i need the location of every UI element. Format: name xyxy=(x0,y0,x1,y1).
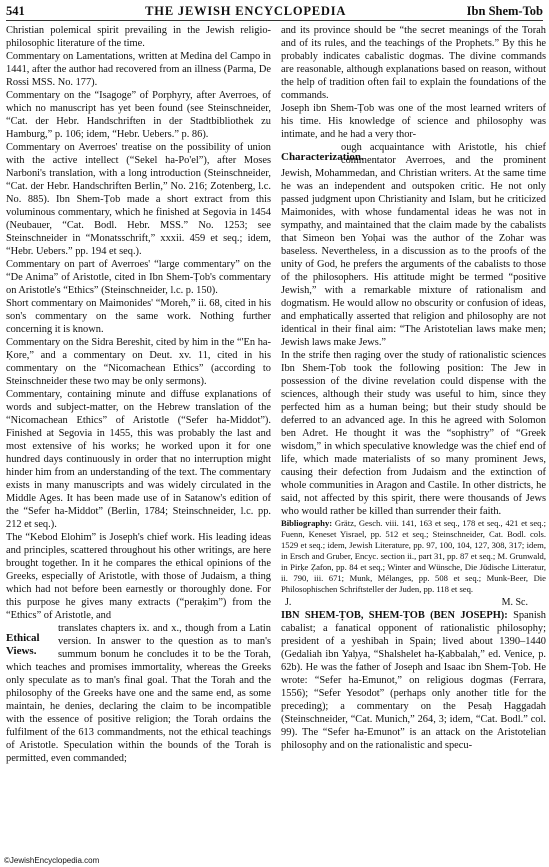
signature xyxy=(281,596,546,609)
entry-text: Spanish cabalist; a fanatical opponent of rationalistic philosophy; president of a yeshibah in Spain; lived about 1390–1440 (Gedaliah ibn Yaḥya, “Shalshelet ha-Ḳabbalah,” ed. Venice, p. 62b). He was the father of Joseph and Isaac ibn Shem-Ṭob. He wrote: “Sefer ha-Emunot,” on religious dogmas (Ferrara, 1556); “Sefer Yesodot” (perhaps only another title for the preceding); a commentary on the Pesaḥ Haggadah (Steinschneider, “Cat. Munich,” 264, 3; idem, “Cat. Bodl.” col. 99). The “Sefer ha-Emunot” is an attack on the Aristotelian philosophy and on the rationalistic and specu- xyxy=(281,610,546,751)
paragraph: Christian polemical spirit prevailing in the Jewish religio-philosophic literature of the time. xyxy=(6,25,271,49)
paragraph: In the strife then raging over the study of rationalistic sciences Ibn Shem-Ṭob took the following position: The Jew in possession of the divine revelation could dispense with the sciences, although their study was useful to him, since they perfected him as a human being; but their study should be deferred to an advanced age. In this he agreed with Solomon ben Adret. He thought it was the “sophistry” of “Greek wisdom,” in which speculative knowledge was the chief end of life, which made materialists of so many prominent Jews, causing their defection from Judaism and the extinction of whole communities in Aragon and Castile. In other districts, he said, not affected by this spirit, there were thousands of Jews who would rather be killed than surrender their faith. xyxy=(281,350,546,517)
paragraph: Commentary on the “Isagoge” of Porphyry, after Averroes, of which no manuscript has yet been found (see Steinschneider, “Cat. der Hebr. Handschriften in der Stadtbibliothek zu Hamburg,” p. 106; idem, “Hebr. Uebers.” p. 86). xyxy=(6,90,271,140)
paragraph: Commentary, containing minute and diffuse explanations of words and subject-matter, on the Hebrew translation of the “Nicomachean Ethics” of Aristotle (“Sefer ha-Middot”). Finished at Segovia in 1455, this was probably the last and most extensive of his works; he worked upon it for one hundred days continuously in order that no interruption might hinder him from an understanding of the text. The commentary exists in many manuscripts and was widely circulated in the Middle Ages. It has been made use of in Satanow's edition of the “Sefer ha-Middot” (Berlin, 1784; Steinschneider, l.c. pp. 212 et seq.). xyxy=(6,389,271,530)
signature-right: M. Sc. xyxy=(501,597,528,608)
bibliography xyxy=(281,518,546,595)
paragraph: translates chapters ix. and x., though from a Latin version. In answer to the question as to man's summum bonum he concludes it to be the Torah, which teaches and promises immortality, whereas the Greeks only speculate as to man's final goal. That the Torah and the philosophy of the Greeks have one and the same end, as some maintain, he denies, declaring the claim to be incompatible with the essence of positive religion; the Torah ordains the fulfilment of the 613 commandments, not the ethical teachings of Aristotle. Speculation within the bounds of the Torah is permitted, even commanded; xyxy=(6,623,271,764)
paragraph: The “Kebod Elohim” is Joseph's chief work. His leading ideas and principles, scattered throughout his other writings, are here brought together. In it he compares the ethical opinions of the Greeks, especially of Aristotle, with those of Judaism, a thing which had not before been earnestly or thoroughly done. For this purpose he gives many extracts (“peraḳim”) from the “Ethics” of Aristotle, and xyxy=(6,532,271,621)
entry-title: IBN SHEM-ṬOB, SHEM-ṬOB (BEN JOSEPH): xyxy=(281,610,508,621)
paragraph: Commentary on part of Averroes' “large commentary” on the “De Anima” of Aristotle, cited in Ibn Shem-Ṭob's commentary on Aristotle's “Ethics” (Steinschneider, l.c. p. 150). xyxy=(6,259,271,296)
page-header xyxy=(6,2,543,20)
sidebar-heading-characterization: Characterization. xyxy=(281,151,364,163)
paragraph: and its province should be “the secret meanings of the Torah and of its rules, and the teachings of the Prophets.” By this he probably indicates cabalistic dogmas. The divine commands are reasonable, although explanations based on reason, without the help of tradition often fail to explain the foundations of the commands. xyxy=(281,25,546,101)
page-number: 541 xyxy=(6,3,25,18)
paragraph: Commentary on Lamentations, written at Medina del Campo in 1441, after the author had recovered from an illness (Parma, De Rossi MSS. No. 177). xyxy=(6,51,271,88)
left-column xyxy=(6,24,271,854)
bibliography-label: Bibliography: xyxy=(281,518,333,528)
header-rule xyxy=(6,20,543,21)
paragraph: ough acquaintance with Aristotle, his chief commentator Averroes, and the prominent Jewish, Mohammedan, and Christian writers. At the same time he was an independent and outspoken critic. He not only passed judgment upon Christianity and Islam, but he criticized Maimonides, with whose fundamental ideas he was not in sympathy, and maintained that the claim made by the cabalists that Simeon ben Yoḥai was the author of the Zohar was baseless. Nevertheless, in a discussion as to the proofs of the unity of God, he prefers the arguments of the cabalists to those of the philosophers. His attitude might be termed “positive Jewish,” with a remarkable mixture of rationalism and dogmatism. He would allow no obscurity or confusion of ideas, and emphatically asserted that religion and philosophy are not identical in their final aim: “The Aristotelian laws make men; Jewish laws make Jews.” xyxy=(281,142,546,348)
entry xyxy=(281,609,546,752)
signature-left: J. xyxy=(285,597,292,608)
paragraph: Commentary on the Sidra Bereshit, cited by him in the “'En ha-Ḳore,” and a commentary on Deut. xv. 11, cited in his commentary on the “Nicomachean Ethics” (according to Steinschneider these two may be only sermons). xyxy=(6,337,271,387)
footer-credit: ©JewishEncyclopedia.com xyxy=(4,856,100,865)
running-head: Ibn Shem-Tob xyxy=(466,3,543,18)
journal-title: THE JEWISH ENCYCLOPEDIA xyxy=(145,3,347,18)
bibliography-text: Grätz, Gesch. viii. 141, 163 et seq., 178 et seq., 421 et seq.; Fuenn, Keneset Yisrael, pp. 512 et seq.; Steinschneider, Cat. Bodl. cols. 1529 et seq.; idem, Jewish Literature, pp. 97, 100, 104, 127, 308, 317; idem, in Ersch and Gruber, Encyc. section ii., part 31, pp. 87 et seq.; M. Grunwald, in Pirḳe Ẓafon, pp. 84 et seq.; Winter and Wünsche, Die Jüdische Litteratur, ii. 790, iii. 671; Munk, Mélanges, pp. 508 et seq.; Munk-Beer, Die Philosophischen Schriftsteller der Juden, pp. 118 et seq. xyxy=(281,518,546,594)
paragraph: Commentary on Averroes' treatise on the possibility of union with the active intellect (“Sekel ha-Po'el”), after Moses Narboni's translation, with a long introduction (Steinschneider, “Cat. der Hebr. Handschriften Berlin,” No. 216; Zotenberg, l.c. No. 885). Ibn Shem-Ṭob made a short extract from this voluminous commentary, which he finished at Segovia in 1454 (Neubauer, “Cat. Bodl. Hebr. MSS.” No. 1253; see Steinschneider in “Monatsschrift,” xxxii. 459 et seq.; idem, “Hebr. Uebers.” pp. 194 et seq.). xyxy=(6,142,271,257)
paragraph: Joseph ibn Shem-Ṭob was one of the most learned writers of his time. His knowledge of science and philosophy was intimate, and he had a very thor- xyxy=(281,103,546,140)
sidebar-heading-ethical-views: Ethical Views. xyxy=(6,632,40,657)
paragraph: Short commentary on Maimonides' “Moreh,” ii. 68, cited in his son's commentary on the same work. Nothing further concerning it is known. xyxy=(6,298,271,335)
right-column xyxy=(281,24,546,854)
